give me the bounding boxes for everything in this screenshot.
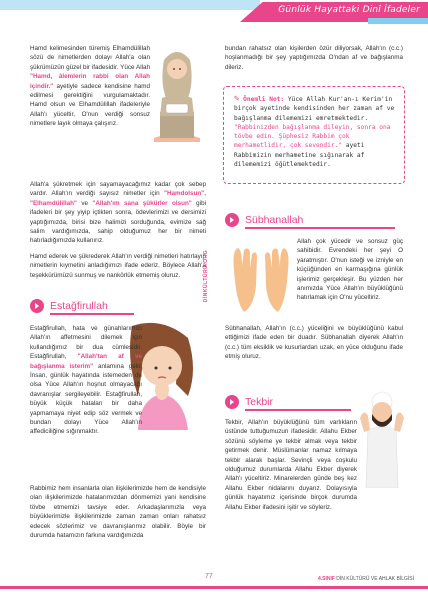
heading-underline	[50, 313, 134, 315]
header-title: Günlük Hayattaki Dinî İfadeler	[278, 5, 420, 15]
subhanallah-heading	[225, 213, 303, 227]
subhanallah-paragraph-2	[225, 324, 403, 368]
estagfirullah-paragraph-2	[30, 484, 206, 546]
est-text-a: Estağfirullah, hata ve günahlarımızı Allah'ın affetmesini dilemek için kullandığımız bir dua cümlesidir. Estağfirullah,	[30, 325, 142, 361]
p2-quote-1: "Hamdolsun"	[163, 190, 205, 198]
est-quote: "Allah'tan af ve bağışlanma isterim"	[30, 353, 142, 370]
note-label: Önemli Not:	[243, 96, 285, 103]
pencil-icon: ✎	[234, 94, 240, 104]
subhanallah-title: Sübhanallah	[245, 214, 304, 226]
important-note-box	[223, 86, 405, 184]
footer-course-name: DİN KÜLTÜRÜ VE AHLAK BİLGİSİ	[334, 576, 414, 582]
intro-quote: "Hamd, âlemlerin rabbi olan Allah içindir."	[30, 73, 150, 90]
heading-underline	[245, 409, 351, 411]
note-quote: "Rabbinizden bağışlanma dileyin, sonra ona tövbe edin. Şüphesiz Rabbim çok merhametlidir, çok sevendir."	[234, 123, 391, 150]
right-top-text: bundan rahatsız olan kişilerden özür diliyorsak, Allah'ın (c.c.) hoşlanmadığı bir şey yaptığımızda O'ndan af ve bağışlanma dileriz.	[225, 45, 403, 71]
p2-quote-2: "Elhamdülillah"	[30, 199, 77, 207]
p2-sep-2: ve	[76, 199, 93, 207]
note-body	[234, 95, 396, 169]
intro-text-b: ayetiyle sadece kendisine hamd edilmesi gerektiğini vurgulamaktadır. Hamd olsun ve Elhamdülillah ifadeleriyle Allah'ı yüceltir, O'nun verdiği sonsuz nimetlere layık olmaya çalışırız.	[30, 82, 150, 128]
footer-course	[318, 576, 414, 582]
heading-underline	[245, 227, 395, 229]
intro-paragraph-1	[30, 44, 150, 135]
praying-hands-illustration	[226, 240, 296, 316]
p2-sep-1: ,	[204, 190, 206, 198]
est-p2-text: Rabbimiz hem insanlarla olan ilişkilerimizde hem de kendisiyle olan ilişkilerimizde hatalarımızdan dönmemizi yani kendisine tövbe etmemizi tavsiye eder. Arkadaşlarımızla veya büyüklerimizle ilişkilerimizde zaman zaman onları rahatsız edecek sözlerimiz ve davranışlarımız olabilir. Böyle bir durumda hatamızın farkına vardığımızda	[30, 485, 206, 540]
estagfirullah-heading	[30, 299, 108, 313]
header-corner-stripe	[368, 18, 428, 24]
header-light-stripe	[0, 0, 260, 10]
tekbir-paragraph-1	[225, 418, 357, 518]
p2-text-b: gibi ifadeleri bir şey yiyip içtikten sonra, ödevlerimizi ve dersimizi yaptığımızda, birisi bize halimizi sorduğunda, evimize sağ salim vardığımızda, sahip olduğumuz her bir nimeti hatırladığımızda kullanırız.	[30, 199, 206, 245]
intro-text-a: Hamd kelimesinden türemiş Elhamdülillah sözü de nimetlerden dolayı Allah'a olan şükrümüzün güzel bir ifadesidir. Yüce Allah	[30, 45, 150, 71]
arrow-icon	[225, 395, 239, 409]
footer	[0, 572, 428, 592]
paragraph-2	[30, 180, 206, 286]
estagfirullah-paragraph-1	[30, 324, 142, 443]
estagfirullah-title: Estağfirullah	[50, 300, 108, 312]
tekbir-heading	[225, 395, 273, 409]
subhanallah-paragraph-1	[297, 237, 403, 309]
arrow-icon	[30, 299, 44, 313]
note-text-b: ayeti Rabbimizin merhametine sığınarak af dilememizi öğütlemektedir.	[234, 142, 365, 169]
sub-p1-text: Allah çok yücedir ve sonsuz güç sahibidir. Evrendeki her şeyi O yaratmıştır. O'nun isteği ve izniyle en küçüğünden en karmaşığına günlük işlerimiz gerçekleşir. Bu yüzden her anımızda Yüce Allah'ın büyüklüğünü hatırlamak için O'nu yüceltiriz.	[297, 238, 403, 302]
paragraph-3: Hamd ederek ve şükrederek Allah'ın verdiği nimetleri hatırlayıp nimetlerin kıymetini anladığımızı ifade ederiz. Böylece Allah'a teşekkürümüzü sunmuş ve nankörlük etmemiş oluruz.	[30, 252, 206, 279]
side-watermark: DİNKÜLTÜRÜ.ORG	[203, 250, 209, 303]
header-band	[0, 0, 428, 28]
note-text-a: Yüce Allah Kur'an-ı Kerim'in birçok ayetinde kendisinden her zaman af ve bağışlanma dilememizi emretmektedir.	[234, 96, 395, 122]
p2-quote-3: "Allah'ım sana şükürler olsun"	[92, 199, 192, 207]
tek-p1-text: Tekbir, Allah'ın büyüklüğünü tüm varlıkların üstünde tuttuğumuzun ifadesidir. Allahu Ekber sözünü söyleme ye tekbir almak veya tekbir getirmek denir. Müslümanlar namaz kılmaya tekbir alarak başlar. Sevinçli veya coşkulu olduğumuz durumlarda Allahu Ekber diyerek Allah'ı yüceltiriz. Minarelerden günde beş kez Allahu Ekber nidalarını duyarız. Dolayısıyla günlük hayatımız içerisinde birçok durumda Allahu Ekber ifadesini işitir ve söyleriz.	[225, 419, 357, 511]
tekbir-title: Tekbir	[245, 396, 274, 408]
p2-text-a: Allah'a şükretmek için sayamayacağımız kadar çok sebep vardır. Allah'ın verdiği sayısız nimetler için	[30, 181, 206, 198]
page-number: 77	[205, 573, 213, 580]
footer-grade: 4.SINIF	[317, 576, 335, 582]
arrow-icon	[225, 213, 239, 227]
footer-line	[0, 586, 428, 589]
man-saying-tekbir-illustration	[358, 390, 406, 488]
right-top-paragraph	[225, 44, 403, 78]
est-text-b: anlamına gelir. İnsan, günlük hayatında istemeden de olsa Yüce Allah'ın hoşnut olmayacağı davranışlar sergileyebilir. Estağfirullah, büyük küçük hataları bir daha yapmamaya niyet edip söz vermek ve bundan dolayı Yüce Allah'ın affediciliğine sığınmaktır.	[30, 362, 142, 436]
praying-girl-illustration	[148, 42, 206, 146]
sub-p2-text: Sübhanallah, Allah'ın (c.c.) yüceliğini ve büyüklüğünü kabul ettiğimizi ifade eden bir duadır. Sübhanallah diyerek Allah'ın (c.c.) tüm eksiklik ve kusurlardan uzak, en yüce olduğunu ifade etmiş oluruz.	[225, 325, 403, 361]
